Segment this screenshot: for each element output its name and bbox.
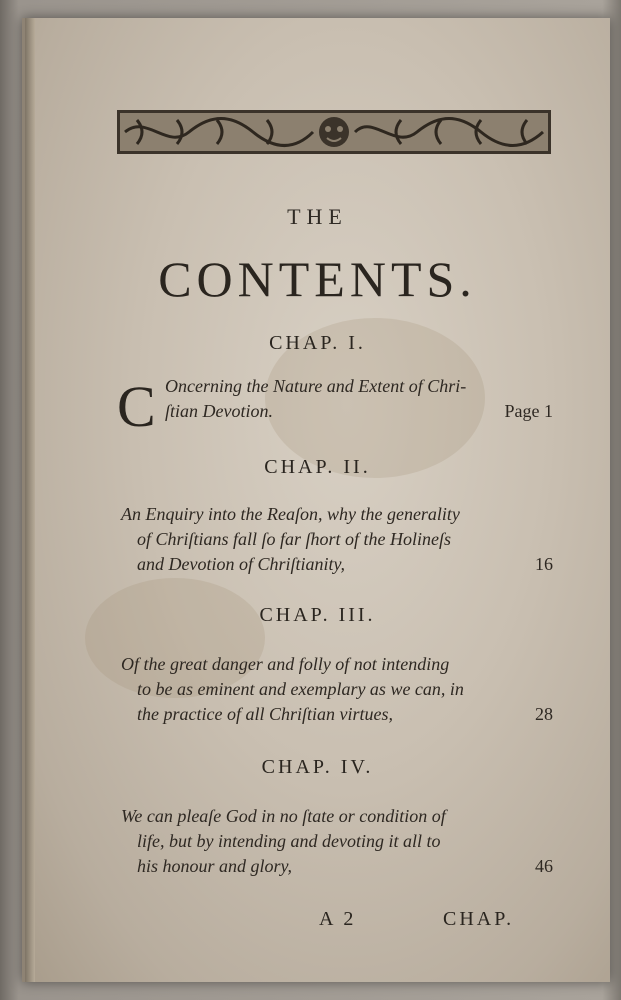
entry-line: of Chriſtians fall ſo far ſhort of the Holineſs: [137, 529, 452, 549]
chapter-heading: CHAP. II.: [264, 456, 371, 478]
contents-entry: [121, 652, 553, 727]
page-binding: [25, 18, 35, 982]
chapter-heading: CHAP. I.: [269, 332, 366, 354]
book-page: [22, 18, 610, 982]
headpiece-ornament-icon: [117, 110, 551, 154]
entry-line: the practice of all Chriſtian virtues,: [137, 704, 393, 724]
page-number: 28: [535, 704, 553, 724]
chapter-heading: CHAP. III.: [259, 604, 376, 626]
catchword: CHAP.: [443, 908, 515, 930]
heading-the: THE: [287, 204, 348, 229]
entry-line: to be as eminent and exemplary as we can, in: [137, 679, 464, 699]
contents-entry: [121, 502, 553, 577]
entry-line: Of the great danger and folly of not intending: [121, 654, 450, 674]
page-number: 16: [535, 554, 553, 574]
page-title: CONTENTS.: [158, 251, 477, 307]
drop-cap: C: [117, 374, 156, 439]
entry-line: We can pleaſe God in no ſtate or condition of: [121, 806, 446, 826]
signature-mark: A 2: [319, 908, 357, 930]
entry-line: An Enquiry into the Reaſon, why the generality: [121, 504, 460, 524]
entry-line: Oncerning the Nature and Extent of Chri-: [165, 376, 467, 396]
entry-line: ſtian Devotion.: [165, 401, 273, 421]
entry-line: life, but by intending and devoting it all to: [137, 831, 441, 851]
contents-entry: [165, 374, 553, 424]
page-number: 46: [535, 856, 553, 876]
page-number: Page 1: [504, 401, 553, 421]
contents-entry: [121, 804, 553, 879]
entry-line: his honour and glory,: [137, 856, 293, 876]
chapter-heading: CHAP. IV.: [261, 756, 374, 778]
entry-line: and Devotion of Chriſtianity,: [137, 554, 345, 574]
